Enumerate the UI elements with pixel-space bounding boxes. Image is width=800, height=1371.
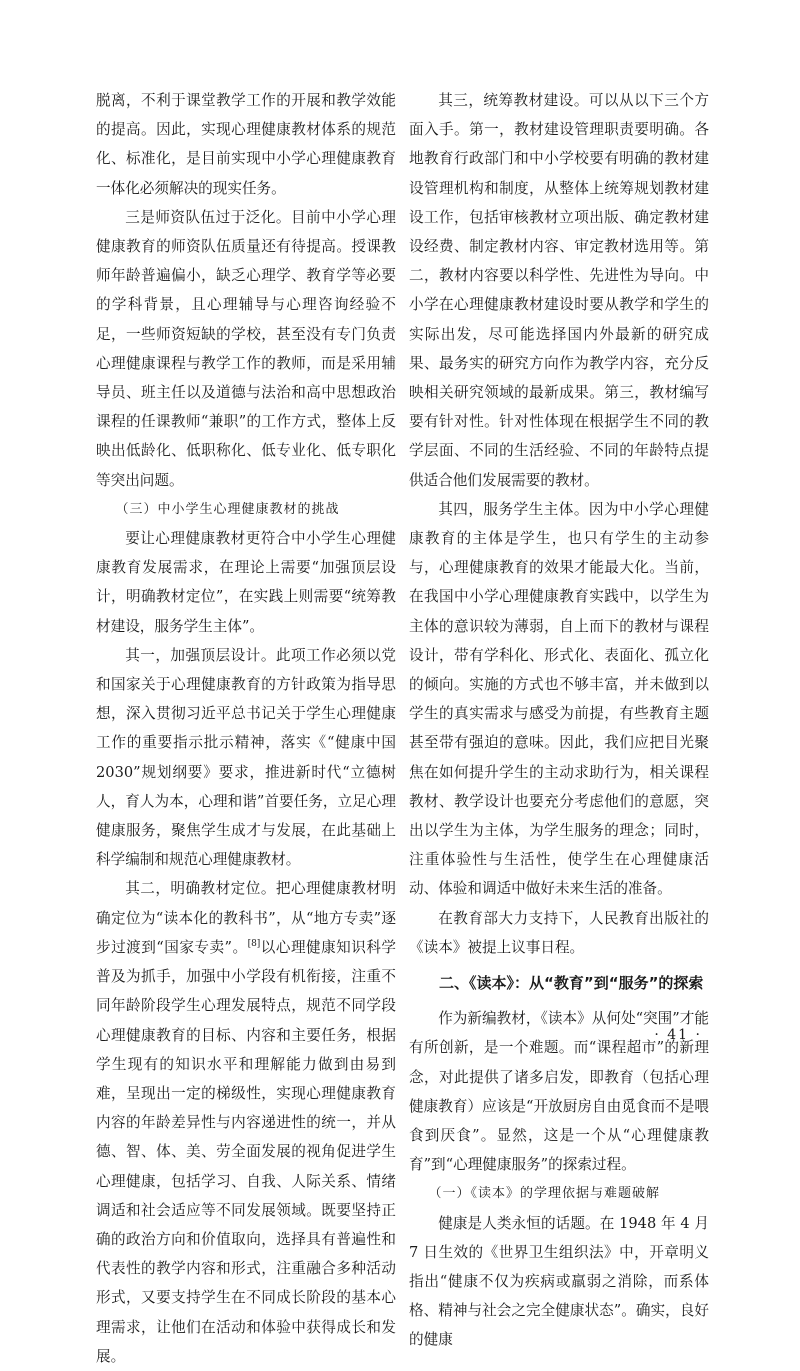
paragraph: 其一，加强顶层设计。此项工作必须以党和国家关于心理健康教育的方针政策为指导思想，深入贯彻习近平总书记关于学生心理健康工作的重要指示批示精神，落实《“健康中国 2030”规划纲要》要求，推进新时代“立德树人，育人为本，心理和谐”首要任务，立足心理健康服务，聚焦学生成才与发展，在此基础上科学编制和规范心理健康教材。 bbox=[96, 646, 396, 869]
paragraph: 三是师资队伍过于泛化。目前中小学心理健康教育的师资队伍质量还有待提高。授课教师年龄普遍偏小，缺乏心理学、教育学等必要的学科背景，且心理辅导与心理咨询经验不足，一些师资短缺的学校，甚至没有专门负责心理健康课程与教学工作的教师，而是采用辅导员、班主任以及道德与法治和高中思想政治课程的任课教师“兼职”的工作方式，整体上反映出低龄化、低职称化、低专业化、低专职化等突出问题。 bbox=[96, 208, 396, 489]
paragraph-text: 以心理健康知识科学普及为抓手，加强中小学段有机衔接，注重不同年龄阶段学生心理发展特点，规范不同学段心理健康教育的目标、内容和主要任务，根据学生现有的知识水平和理解能力做到由易到难，呈现出一定的梯级性，实现心理健康教育内容的年龄差异性与内容递进性的统一，并从德、智、体、美、劳全面发展的视角促进学生心理健康，包括学习、自我、人际关系、情绪调适和社会适应等不同发展领域。既要坚持正确的政治方向和价值取向，选择具有普遍性和代表性的教学内容和形式，注重融合多种活动形式，又要支持学生在不同成长阶段的基本心理需求，让他们在活动和体验中获得成长和发展。 bbox=[96, 938, 396, 1365]
paragraph: 健康是人类永恒的话题。在 1948 年 4 月 7 日生效的《世界卫生组织法》中，开章明义指出“健康不仅为疾病或羸弱之消除，而系体格、精神与社会之完全健康状态”。确实，良好的健康 bbox=[409, 1214, 709, 1349]
page-number: · 41 · bbox=[654, 1027, 702, 1043]
paragraph: 作为新编教材，《读本》从何处“突围”才能有所创新，是一个难题。而“课程超市”的新理念，对此提供了诸多启发，即教育（包括心理健康教育）应该是“开放厨房自由觅食而不是喂食到厌食”。显然，这是一个从“心理健康教育”到“心理健康服务”的探索过程。 bbox=[409, 1010, 709, 1174]
paragraph bbox=[96, 874, 396, 1370]
citation-ref: [8] bbox=[247, 939, 261, 950]
paragraph: 要让心理健康教材更符合中小学生心理健康教育发展需求，在理论上需要“加强顶层设计，明确教材定位”，在实践上则需要“统筹教材建设，服务学生主体”。 bbox=[96, 530, 396, 635]
left-column bbox=[96, 86, 396, 1371]
paragraph-text: 其二，明确教材定位。把心理健康教材明确定位为“读本化的教科书”，从“地方专卖”逐步过渡到“国家专卖”。 bbox=[96, 880, 396, 956]
paragraph: 脱离，不利于课堂教学工作的开展和教学效能的提高。因此，实现心理健康教材体系的规范化、标准化，是目前实现中小学心理健康教育一体化必须解决的现实任务。 bbox=[96, 92, 396, 197]
right-column bbox=[409, 86, 709, 1355]
section-heading: 二、《读本》：从“教育”到“服务”的探索 bbox=[439, 974, 704, 993]
subsection-heading: （一）《读本》的学理依据与难题破解 bbox=[428, 1186, 661, 1202]
paragraph: 其三，统筹教材建设。可以从以下三个方面入手。第一，教材建设管理职责要明确。各地教育行政部门和中小学校要有明确的教材建设管理机构和制度，从整体上统筹规划教材建设工作，包括审核教材立项出版、确定教材建设经费、制定教材内容、审定教材选用等。第二，教材内容要以科学性、先进性为导向。中小学在心理健康教材建设时要从教学和学生的实际出发，尽可能选择国内外最新的研究成果、最务实的研究方向作为教学内容，充分反映相关研究领域的最新成果。第三，教材编写要有针对性。针对性体现在根据学生不同的教学层面、不同的生活经验、不同的年龄特点提供适合他们发展需要的教材。 bbox=[409, 92, 709, 489]
paragraph: 其四，服务学生主体。因为中小学心理健康教育的主体是学生，也只有学生的主动参与，心理健康教育的效果才能最大化。当前，在我国中小学心理健康教育实践中，以学生为主体的意识较为薄弱，自上而下的教材与课程设计，带有学科化、形式化、表面化、孤立化的倾向。实施的方式也不够丰富，并未做到以学生的真实需求与感受为前提，有些教育主题甚至带有强迫的意味。因此，我们应把目光聚焦在如何提升学生的主动求助行为，相关课程教材、教学设计也要充分考虑他们的意愿，突出以学生为主体，为学生服务的理念；同时，注重体验性与生活性，使学生在心理健康活动、体验和调适中做好未来生活的准备。 bbox=[409, 500, 709, 898]
paragraph: 在教育部大力支持下，人民教育出版社的《读本》被提上议事日程。 bbox=[409, 909, 709, 956]
subsection-heading: （三）中小学生心理健康教材的挑战 bbox=[115, 501, 340, 517]
